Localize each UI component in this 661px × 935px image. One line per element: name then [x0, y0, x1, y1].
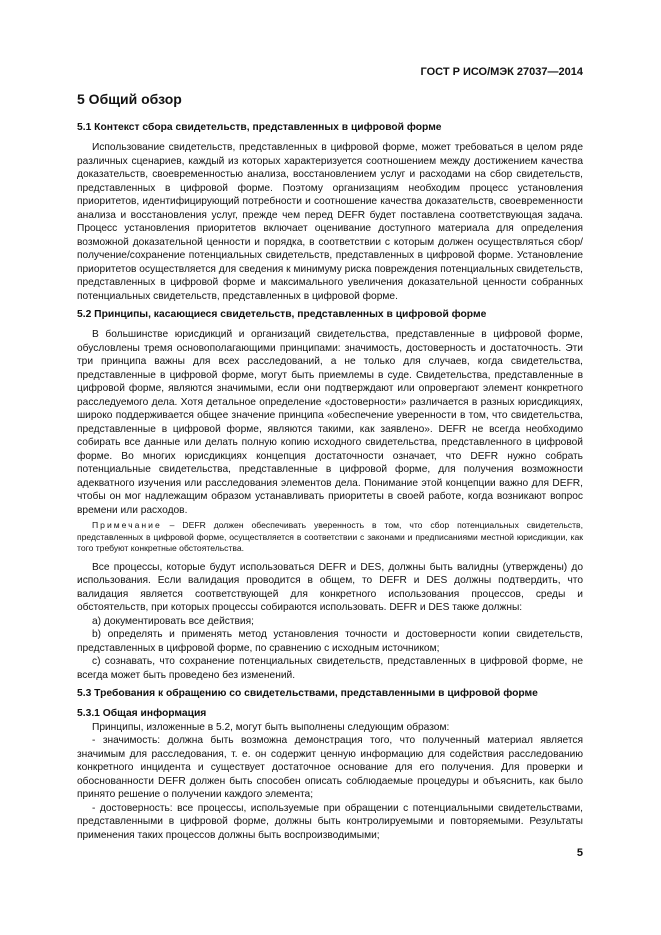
bullet-reliability: - достоверность: все процессы, используемые при обращении с потенциальными свидетельствами, представленными в цифровой форме, должны быть контролируемыми и повторяемыми. Результаты применения таких процессов должны быть воспроизводимыми; [77, 802, 583, 841]
paragraph-5-3-1: Принципы, изложенные в 5.2, могут быть выполнены следующим образом: [92, 721, 450, 733]
list-item-c: с) сознавать, что сохранение потенциальных свидетельств, представленных в цифровой форме, не всегда может быть проведено без изменений. [77, 656, 583, 681]
bullet-relevance: - значимость: должна быть возможна демонстрация того, что полученный материал является значимым для расследования, т. е. он содержит ценную информацию для содействия расследованию конкретного инцидента и существует достаточное основание для его получения. Для проверки и обоснованности DEFR должен быть способен описать соблюдаемые процедуры и объяснить, как было принято решение о получении каждого элемента; [77, 735, 583, 800]
note [77, 520, 583, 555]
list-item-b: b) определять и применять метод установления точности и достоверности копии свидетельств, представленных в цифровой форме, по сравнению с исходным источником; [77, 629, 583, 654]
section-title: 5 Общий обзор [77, 91, 182, 107]
list-item-a: а) документировать все действия; [92, 615, 254, 627]
document-code-header: ГОСТ Р ИСО/МЭК 27037—2014 [420, 66, 583, 78]
paragraph-5-2-principles: В большинстве юрисдикций и организаций свидетельства, представленные в цифровой форме, обусловлены тремя основополагающими принципами: значимость, достоверность и достаточность. Эти три принципа важны для всех расследований, а не только для случаев, когда свидетельства, представленные в цифровой форме, могут быть приемлемы в суде. Свидетельства, представленные в цифровой форме, являются значимыми, если они подтверждают или опровергают элемент конкретного расследуемого дела. Хотя детальное определение «достоверности» различается в разных юрисдикциях, широко поддерживается общее значение принципа «обеспечение уверенности в том, что свидетельства, представленные в цифровой форме, являются такими, как заявлено». DEFR не всегда необходимо собирать все данные или делать полную копию исходного свидетельства, представленного в цифровой форме. Во многих юрисдикциях концепция достаточности означает, что DEFR нужно собрать потенциальные свидетельства, представленные в цифровой форме, для получения возможности адекватного изучения или расследования элементов дела. Понимание этой концепции важно для DEFR, чтобы он мог надлежащим образом устанавливать приоритеты в своей работе, когда возникают вопрос времени или расходов. [77, 329, 583, 516]
subsection-5-2-title: 5.2 Принципы, касающиеся свидетельств, представленных в цифровой форме [77, 309, 487, 320]
paragraph-5-1: Использование свидетельств, представленных в цифровой форме, может требоваться в целом ряде различных сценариев, каждый из которых характеризуется соотношением между достижением качества доказательств, своевременностью анализа, восстановлением услуг и расходами на сбор свидетельств, представленных в цифровой форме. Поэтому организациям необходим процесс установления приоритетов, идентифицирующий потребности и соотношение качества доказательств, своевременности анализа и восстановления услуг, прежде чем перед DEFR будет поставлена соответствующая задача. Процесс установления приоритетов включает оценивание доступного материала для определения возможной доказательной ценности и порядка, в соответствии с которым должен осуществляться сбор/получение/сохранение потенциальных свидетельств, представленных в цифровой форме. Установление приоритетов осуществляется для сведения к минимуму риска повреждения потенциальных свидетельств, представленных в цифровой форме и максимального увеличения доказательной ценности собранных потенциальных свидетельств, представленных в цифровой форме. [77, 142, 583, 302]
subsection-5-1-title: 5.1 Контекст сбора свидетельств, представленных в цифровой форме [77, 122, 442, 133]
page-number: 5 [576, 847, 583, 859]
subsection-5-3-1-title: 5.3.1 Общая информация [77, 708, 207, 719]
paragraph-5-2-validation: Все процессы, которые будут использоваться DEFR и DES, должны быть валидны (утверждены) до использования. Если валидация проводится в общем, то DEFR и DES должны подтвердить, что валидация является соответствующей для конкретного использования процессов, среды и обстоятельств, при которых процессы собираются использовать. DEFR и DES также должны: [77, 561, 583, 613]
subsection-5-3-title: 5.3 Требования к обращению со свидетельствами, представленными в цифровой форме [77, 688, 538, 699]
page-content [77, 90, 583, 842]
note-label: Примечание [92, 520, 162, 530]
note-text: – DEFR должен обеспечивать уверенность в том, что сбор потенциальных свидетельств, представленных в цифровой форме, осуществляется в соответствии с законами и предписаниями местной юрисдикции, как того требуют конкретные обстоятельства. [77, 520, 583, 553]
